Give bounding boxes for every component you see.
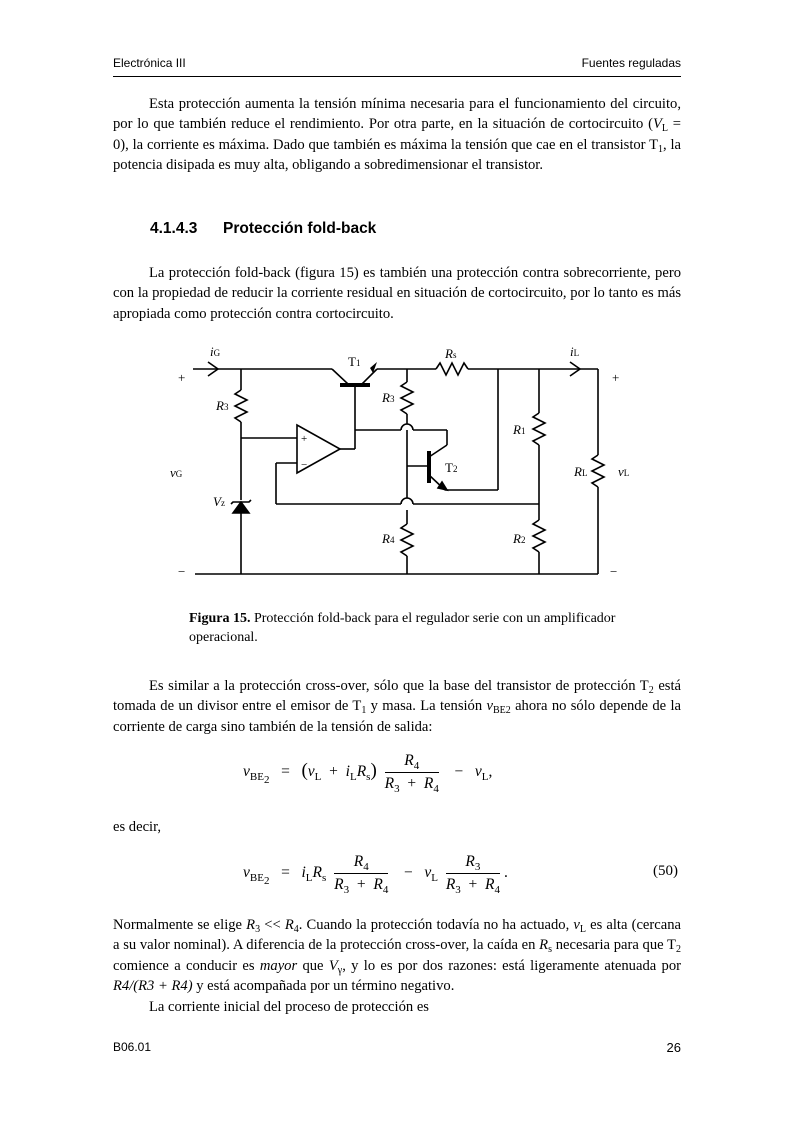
text: = 0), la corriente es máxima. Dado que también es máxima la tensión que cae en el transistor T: [113, 116, 681, 153]
eq-var: R: [356, 763, 367, 781]
eq-op: −: [454, 763, 464, 781]
R1-resistor: [533, 413, 545, 445]
R2-resistor: [533, 520, 545, 552]
text: Esta protección aumenta la tensión mínima necesaria para el funcionamiento del circuito, por lo que también reduce el rendimiento. Por otra parte, en la situación de cortocircuito (: [113, 96, 681, 133]
eq-var: R: [485, 876, 495, 893]
text: Es similar a la protección cross-over, sólo que la base del transistor de protección T: [149, 678, 649, 694]
label-minus-left: −: [178, 564, 186, 579]
eq-paren: (: [301, 760, 308, 782]
text: necesaria para que T: [552, 937, 676, 954]
label-opamp-plus: +: [301, 433, 308, 445]
header-course-title: Electrónica III: [113, 56, 186, 70]
eq-sub: 3: [474, 861, 481, 873]
text: y masa. La tensión: [366, 698, 487, 715]
eq-var: v: [424, 864, 432, 882]
text: que: [297, 957, 329, 974]
text: y está acompañada por un término negativo.: [192, 978, 455, 995]
section-heading: [150, 220, 376, 238]
subscript: γ: [337, 964, 343, 976]
eq-sub: 2: [263, 774, 270, 787]
eq-sub: L: [431, 872, 438, 885]
subscript: L: [661, 123, 668, 135]
eq-fraction: [446, 853, 500, 894]
text: Normalmente se elige: [113, 917, 247, 933]
label-RL: RL: [574, 464, 588, 479]
var-V: V: [652, 116, 662, 133]
subscript: BE2: [492, 705, 511, 717]
caption-label: Figura 15.: [189, 611, 251, 626]
eq-var: v: [307, 763, 315, 781]
var-R: R: [246, 917, 256, 933]
eq-var: R: [312, 864, 322, 882]
var-V: V: [328, 957, 338, 974]
crossover-hop: [401, 424, 413, 430]
zener-diode-icon: [233, 502, 249, 513]
eq-sub: BE: [249, 771, 264, 784]
equation-vbe2-expanded: [243, 752, 492, 793]
eq-punct: ,: [488, 763, 493, 781]
subscript: 1: [361, 705, 367, 717]
label-plus-left: +: [178, 370, 186, 385]
eq-sub: 4: [382, 884, 389, 896]
eq-sub: L: [314, 771, 322, 784]
label-iL: iL: [570, 344, 580, 359]
text: , y lo es por dos razones: está ligeramente atenuada por: [342, 957, 681, 974]
paragraph-intro: [113, 94, 681, 176]
crossover-hop: [401, 498, 413, 504]
eq-sub: 3: [455, 884, 461, 896]
label-Vz: Vz: [213, 494, 225, 509]
R3-left-resistor: [235, 390, 247, 422]
eq-sub: 4: [413, 760, 420, 772]
eq-op: +: [407, 775, 417, 792]
eq-sub: 2: [263, 875, 270, 888]
eq-var: v: [243, 864, 250, 882]
caption-text: Protección fold-back para el regulador serie con un amplificador operacional.: [189, 611, 616, 645]
section-title: Protección fold-back: [223, 220, 377, 237]
equation-number: (50): [653, 863, 678, 879]
T2-emitter-arrow-icon: [438, 482, 447, 490]
eq-var: R: [334, 876, 344, 893]
footer-doc-code: B06.01: [113, 1040, 152, 1054]
text: ahora no sólo depende de la corriente de carga sino también de la tensión de salida:: [113, 698, 681, 735]
subscript: 4: [293, 924, 299, 935]
circuit-diagram: [170, 340, 640, 590]
label-opamp-minus: −: [301, 459, 308, 471]
eq-var: R: [373, 876, 383, 893]
eq-sub: BE: [249, 872, 264, 885]
eq-var: i: [345, 763, 350, 781]
figure-caption: [189, 610, 619, 647]
eq-var: v: [474, 763, 482, 781]
emphasis: mayor: [259, 957, 298, 974]
paragraph-initial-current: La corriente inicial del proceso de protección es: [149, 999, 429, 1015]
text: es alta (cercana a su valor nominal). A diferencia de la protección cross-over, la caída en: [113, 917, 681, 954]
text: . Cuando la protección todavía no ha actuado,: [298, 917, 574, 933]
subscript: L: [579, 924, 586, 935]
R4-resistor: [401, 524, 413, 556]
wires: [193, 362, 604, 574]
text: comience a conducir es: [113, 957, 260, 974]
label-R1: R1: [513, 422, 526, 437]
paragraph-foldback-intro: La protección fold-back (figura 15) es también una protección contra sobrecorriente, pero con la propiedad de reducir la corriente residual en situación de cortocircuito, por lo tanto es más apropiada como protección contra cortocircuito.: [113, 265, 681, 322]
eq-sign: =: [281, 864, 290, 882]
header-chapter-title: Fuentes reguladas: [581, 56, 681, 70]
T2-collector: [429, 445, 447, 457]
eq-sub: L: [481, 771, 489, 784]
equation-50: [243, 853, 508, 894]
label-R3-right: R3: [382, 390, 395, 405]
ratio-expression: R4/(R3 + R4): [113, 978, 193, 995]
eq-sub: 4: [363, 861, 369, 873]
section-number: 4.1.4.3: [150, 220, 198, 237]
eq-paren: ): [370, 760, 377, 782]
eq-op: −: [403, 864, 413, 882]
var-v: v: [486, 698, 493, 715]
paragraph-normal-choice: [113, 915, 681, 997]
eq-var: R: [423, 775, 434, 792]
label-T1: T1: [348, 354, 361, 369]
label-R3-left: R3: [216, 398, 229, 413]
eq-var: R: [445, 876, 456, 893]
circuit-labels: [170, 344, 629, 579]
RL-resistor: [592, 455, 604, 487]
eq-punct: .: [504, 864, 508, 882]
label-R4: R4: [382, 531, 395, 546]
eq-sub: 3: [343, 884, 350, 896]
eq-sub: 4: [494, 884, 500, 896]
eq-sub: L: [349, 771, 357, 784]
paragraph-crossover-comparison: [113, 676, 681, 737]
eq-var: R: [465, 853, 475, 870]
eq-op: +: [356, 876, 366, 893]
label-R2: R2: [513, 531, 526, 546]
Rs-resistor: [436, 363, 468, 375]
circuit-figure: [170, 340, 640, 590]
subscript: 2: [648, 685, 654, 696]
label-vG: vG: [170, 465, 183, 480]
subscript: 2: [675, 944, 681, 956]
text: está tomada de un divisor entre el emisor de T: [113, 678, 682, 715]
eq-sub: 3: [394, 783, 400, 795]
eq-fraction: [334, 853, 388, 894]
eq-var: R: [404, 752, 414, 769]
R3-right-resistor: [401, 382, 413, 414]
subscript: 1: [658, 143, 663, 155]
label-iG: iG: [210, 344, 221, 359]
paragraph-es-decir: es decir,: [113, 819, 162, 835]
var-v: v: [573, 917, 580, 933]
header-divider: [113, 76, 681, 77]
eq-var: v: [243, 763, 250, 781]
label-Rs: Rs: [445, 346, 457, 361]
eq-var: R: [384, 775, 395, 792]
text: , la potencia disipada es muy alta, obligando a sobredimensionar el transistor.: [113, 136, 681, 174]
T1-emitter: [362, 369, 377, 384]
subscript: 3: [255, 924, 261, 935]
label-T2: T2: [445, 460, 458, 475]
page-header: [113, 56, 681, 76]
eq-op: +: [329, 763, 338, 781]
eq-sign: =: [281, 763, 290, 781]
T1-collector: [332, 369, 348, 384]
eq-sub: 4: [433, 783, 439, 795]
text: <<: [260, 917, 285, 933]
subscript: s: [548, 944, 552, 956]
eq-sub: s: [321, 872, 327, 885]
eq-op: +: [468, 876, 478, 893]
eq-fraction: [385, 752, 439, 793]
var-R: R: [539, 937, 549, 954]
eq-sub: s: [366, 771, 371, 784]
eq-var: i: [301, 864, 306, 882]
label-minus-right: −: [610, 564, 618, 579]
page-number: 26: [666, 1040, 681, 1055]
label-plus-right: +: [612, 370, 620, 385]
eq-sub: L: [305, 872, 313, 885]
label-vL: vL: [618, 464, 630, 479]
var-R: R: [284, 917, 294, 933]
T1-emitter-arrow-icon: [370, 362, 377, 373]
eq-var: R: [353, 853, 364, 870]
